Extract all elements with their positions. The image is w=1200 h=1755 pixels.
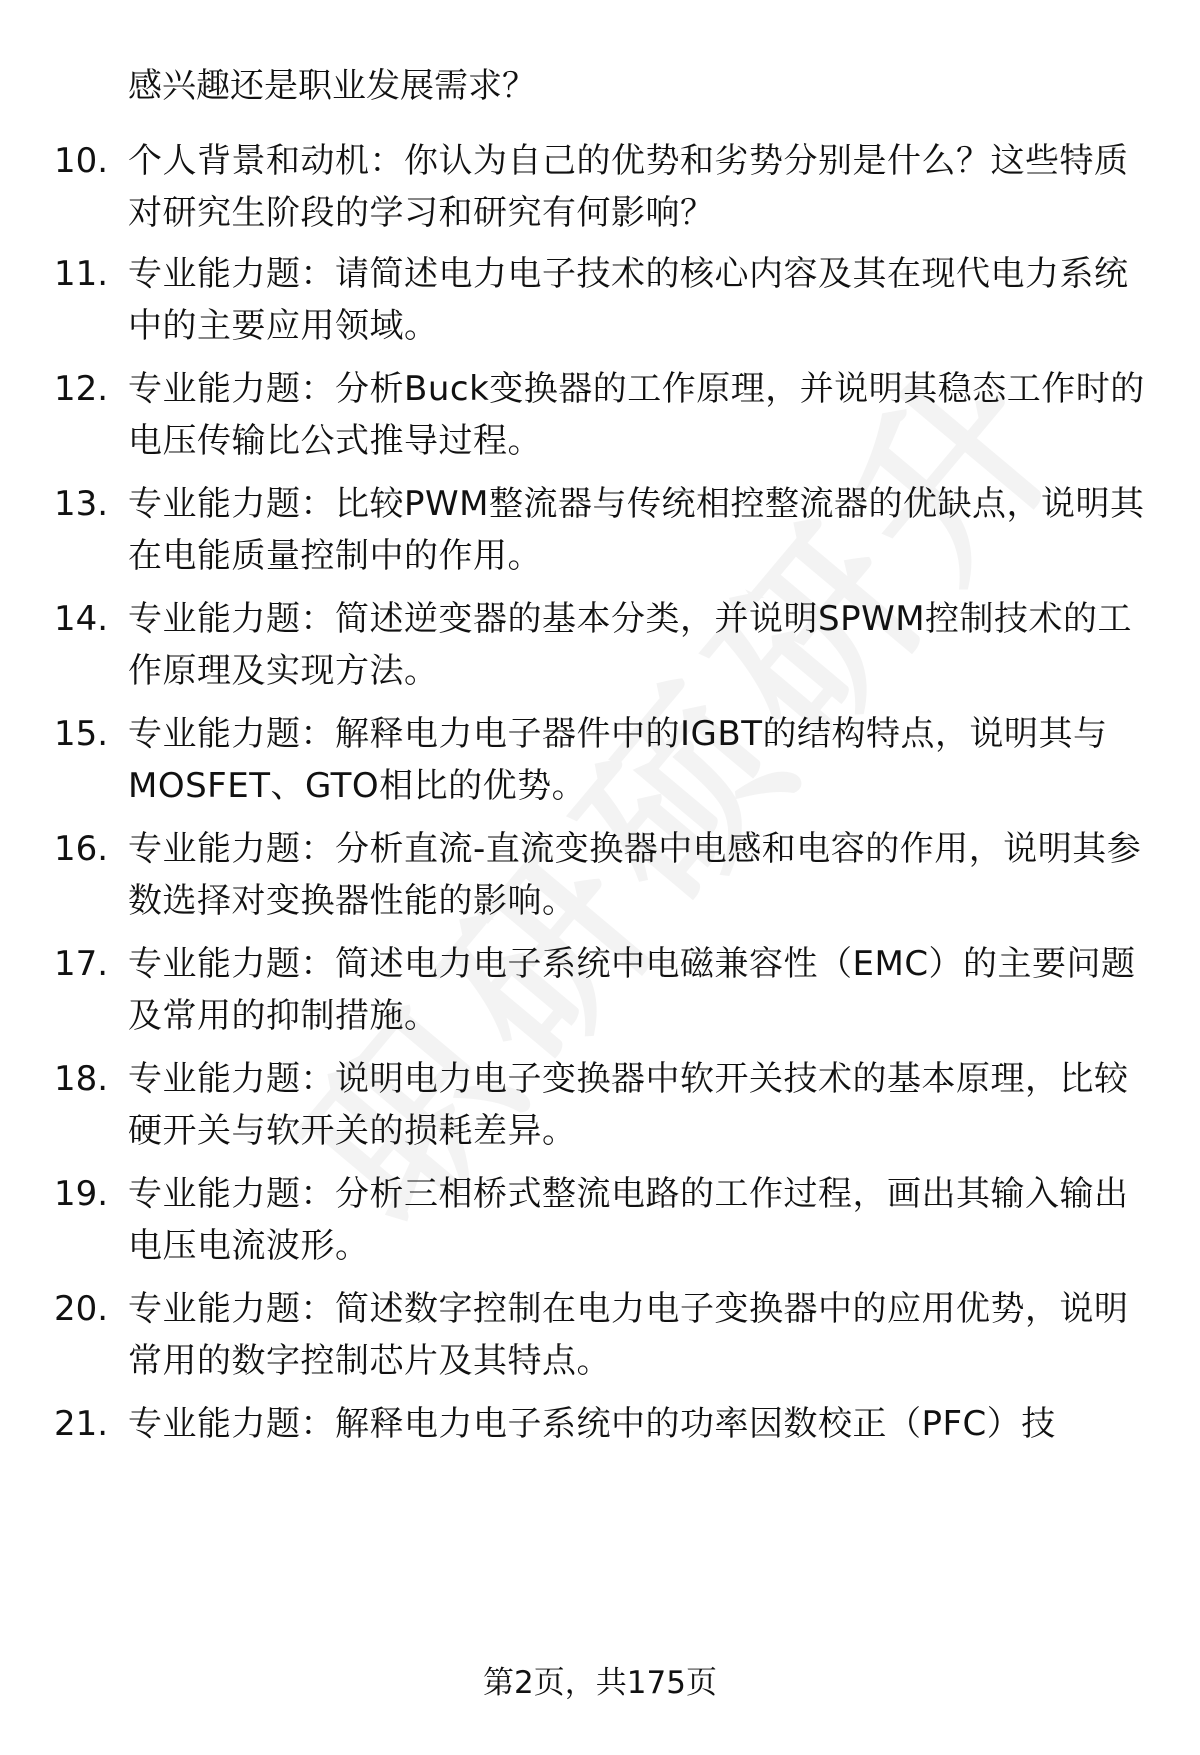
item-number: 21.	[54, 1404, 109, 1444]
list-item	[0, 1053, 1200, 1163]
list-item	[0, 708, 1200, 818]
list-item	[0, 1283, 1200, 1393]
item-text: 专业能力题：分析三相桥式整流电路的工作过程，画出其输入输出电压电流波形。	[128, 1174, 1129, 1266]
item-text: 专业能力题：比较PWM整流器与传统相控整流器的优缺点，说明其在电能质量控制中的作用。	[128, 484, 1145, 576]
list-item	[0, 135, 1200, 245]
list-item	[0, 363, 1200, 473]
item-text: 专业能力题：简述逆变器的基本分类，并说明SPWM控制技术的工作原理及实现方法。	[128, 599, 1133, 691]
list-item	[0, 1398, 1200, 1458]
item-number: 16.	[54, 829, 109, 869]
item-number: 20.	[54, 1289, 109, 1329]
item-number: 17.	[54, 944, 109, 984]
list-item	[0, 248, 1200, 358]
item-number: 15.	[54, 714, 109, 754]
item-text: 专业能力题：请简述电力电子技术的核心内容及其在现代电力系统中的主要应用领域。	[128, 254, 1129, 346]
item-text: 个人背景和动机：你认为自己的优势和劣势分别是什么？这些特质对研究生阶段的学习和研究有何影响？	[128, 141, 1129, 233]
item-number: 12.	[54, 369, 109, 409]
item-number: 11.	[54, 254, 109, 294]
item-text: 专业能力题：说明电力电子变换器中软开关技术的基本原理，比较硬开关与软开关的损耗差异。	[128, 1059, 1129, 1151]
item-number: 13.	[54, 484, 109, 524]
item-text: 专业能力题：解释电力电子器件中的IGBT的结构特点，说明其与MOSFET、GTO相比的优势。	[128, 714, 1108, 806]
item-text: 专业能力题：简述数字控制在电力电子变换器中的应用优势，说明常用的数字控制芯片及其特点。	[128, 1289, 1129, 1381]
item-number: 18.	[54, 1059, 109, 1099]
item-number: 19.	[54, 1174, 109, 1214]
item-text: 专业能力题：分析直流-直流变换器中电感和电容的作用，说明其参数选择对变换器性能的影响。	[128, 829, 1142, 921]
list-item	[0, 938, 1200, 1048]
list-item	[0, 593, 1200, 703]
list-item	[0, 823, 1200, 933]
continuation-text: 感兴趣还是职业发展需求？	[128, 66, 536, 106]
item-text: 专业能力题：分析Buck变换器的工作原理，并说明其稳态工作时的电压传输比公式推导过程。	[128, 369, 1145, 461]
list-item	[0, 478, 1200, 588]
item-text: 专业能力题：简述电力电子系统中电磁兼容性（EMC）的主要问题及常用的抑制措施。	[128, 944, 1136, 1036]
page-footer: 第2页，共175页	[483, 1665, 717, 1701]
item-text: 专业能力题：解释电力电子系统中的功率因数校正（PFC）技	[128, 1404, 1056, 1444]
item-number: 10.	[54, 141, 109, 181]
item-number: 14.	[54, 599, 109, 639]
list-item	[0, 1168, 1200, 1278]
